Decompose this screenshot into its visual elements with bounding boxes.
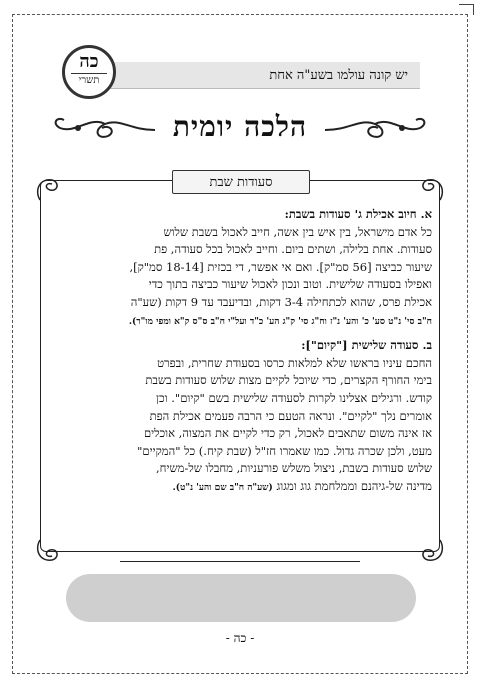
section-1 bbox=[52, 206, 432, 331]
text-line: החכם עיניו בראשו שלא למלאות כרסו בסעודת שחרית, ובפרט bbox=[157, 355, 432, 370]
text-line: אכילת פרס, שהוא לכתחילה 3-4 דקות, ובדיעבד עד 9 דקות (שע"ה bbox=[130, 294, 432, 309]
corner-ornament-icon bbox=[30, 170, 70, 210]
text-line: שלוש סעודות בשבת, ניצול משלש פורעניות, מחבלו של-משיח, bbox=[156, 461, 432, 476]
text-line: כל אדם מישראל, בין איש בין אשה, חייב לאכול בשבת שלוש bbox=[163, 224, 432, 239]
crop-mark bbox=[459, 4, 474, 15]
topic-text: סעודות שבת bbox=[209, 175, 273, 190]
right-ornament-icon bbox=[320, 114, 430, 144]
text-line: קודש. ורגילים אצלינו לקרות לסעודה שלישית בשם "קיום". וכן bbox=[156, 390, 432, 405]
source-reference: ח"ב סי' נ"ט סע' כ' והע' נ"ז וח"ג סי' ק"ג הע' כ"ד ועל"י ח"ב ס"ס ק"א ומפי מו"ר). bbox=[128, 316, 432, 327]
topic-label bbox=[172, 170, 310, 194]
divider-line bbox=[120, 561, 360, 562]
corner-ornament-icon bbox=[410, 530, 450, 570]
corner-ornament-icon bbox=[30, 530, 70, 570]
section-heading: ב. סעודה שלישית ["קיום"]: bbox=[301, 338, 432, 353]
header-banner bbox=[90, 62, 420, 88]
page-number: - כה - bbox=[225, 631, 255, 645]
page-title: הלכה יומית bbox=[172, 110, 308, 143]
text-line: בימי החורף הקצרים, כדי שיוכל לקיים מצות שלוש סעודות בשבת bbox=[145, 373, 432, 388]
text-line: שיעור כביצה [56 סמ"ק]. ואם אי אפשר, די בכזית [18-14 סמ"ק], bbox=[129, 259, 432, 274]
date-day: כה bbox=[79, 51, 99, 72]
text-line: סעודות. אחת בלילה, ושתים ביום. וחייב לאכול בכל סעודה, פת bbox=[154, 242, 432, 257]
notes-box bbox=[66, 574, 416, 622]
corner-ornament-icon bbox=[410, 170, 450, 210]
text-line: אז אינה משום שתאבים לאכול, רק כדי לקיים את המצוה, אוכלים bbox=[143, 426, 432, 441]
source-reference: (שע"ה ח"ב שם והע' נ"ט). bbox=[172, 482, 273, 493]
banner-text: יש קונה עולמו בשע"ה אחת bbox=[269, 68, 408, 83]
date-badge bbox=[62, 45, 116, 99]
section-2 bbox=[52, 337, 432, 497]
text-line: מדינה של-גיהנם וממלחמת גוג ומגוג bbox=[276, 478, 432, 493]
halacha-content bbox=[52, 206, 432, 498]
title-row bbox=[40, 108, 440, 148]
date-month: תשרי bbox=[71, 73, 107, 86]
section-heading: א. חיוב אכילת ג' סעודות בשבת: bbox=[284, 207, 432, 221]
text-line: אומרים נלך "לקיים". ונראה הטעם כי הרבה פעמים אכילת הפת bbox=[149, 408, 432, 423]
text-line: ואפילו בסעודה שלישית. וטוב ונכון לאכול שיעור כביצה בתוך כדי bbox=[148, 277, 432, 292]
text-line: מעט, ולכן שכרה גדול. כמו שאמרו חז"ל (שבת קיח.) כל "המקיים" bbox=[137, 443, 432, 458]
